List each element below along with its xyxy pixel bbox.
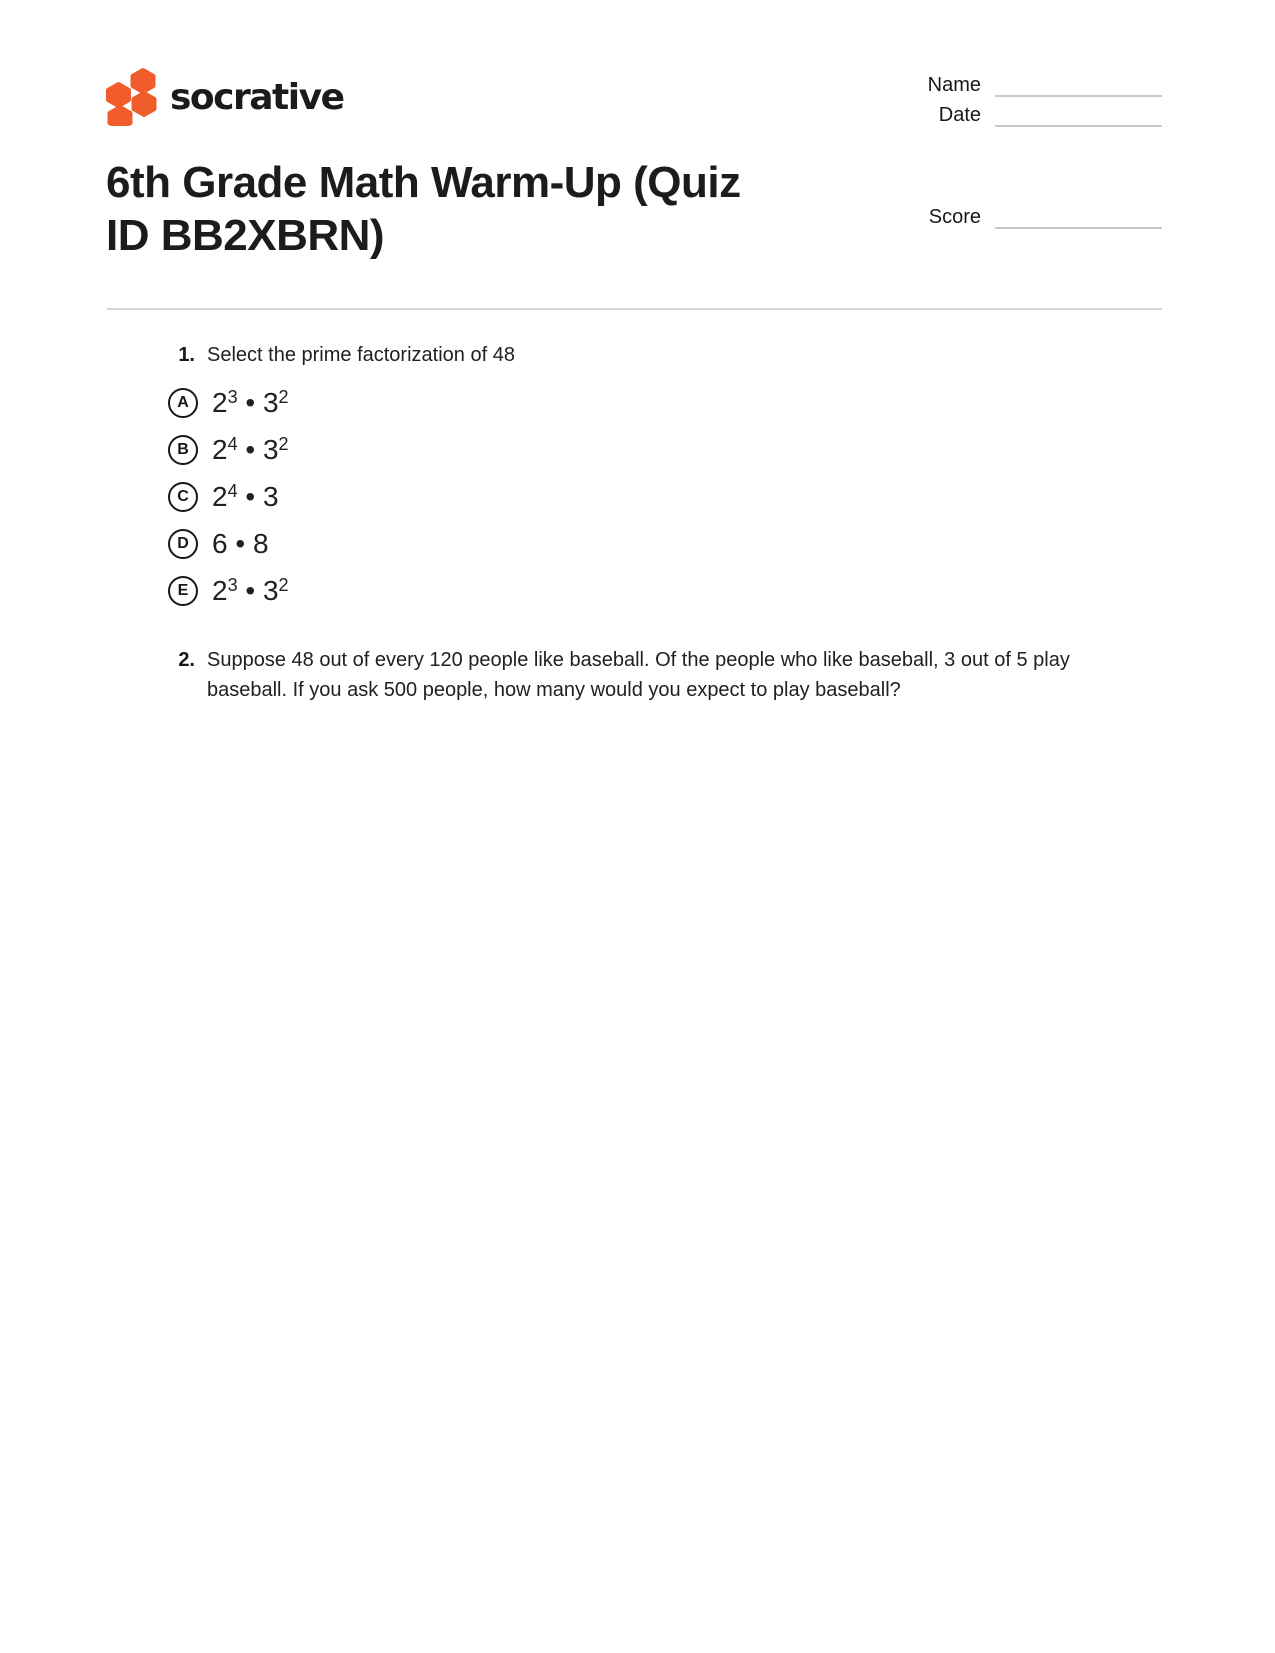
quiz-title — [106, 156, 886, 262]
questions-section — [168, 340, 1113, 705]
option-row — [168, 481, 1113, 513]
option-letter-badge: C — [168, 482, 198, 512]
option-letter-badge: A — [168, 388, 198, 418]
option-exponent: 2 — [278, 434, 289, 454]
option-base-text: 2 — [212, 387, 228, 418]
option-base-text: • — [237, 434, 263, 465]
option-letter-badge: B — [168, 435, 198, 465]
score-field — [840, 206, 1162, 236]
question-head — [168, 645, 1113, 705]
option-value — [212, 434, 289, 466]
option-letter-badge: D — [168, 529, 198, 559]
header-divider — [107, 308, 1162, 310]
brand-wordmark: socrative — [170, 76, 344, 118]
question-text: Suppose 48 out of every 120 people like baseball. Of the people who like baseball, 3 out of 5 play baseball. If you ask 500 people, how many would you expect to play baseball? — [207, 649, 1070, 701]
name-blank-line — [995, 76, 1162, 97]
date-field — [840, 104, 1162, 127]
option-exponent: 3 — [227, 575, 238, 595]
option-exponent: 4 — [227, 481, 238, 501]
name-field — [840, 74, 1162, 97]
option-value — [212, 528, 269, 560]
options-list — [168, 387, 1113, 607]
score-label: Score — [928, 206, 981, 228]
option-row — [168, 387, 1113, 419]
option-value — [212, 481, 279, 513]
socrative-hexagons-icon — [103, 66, 159, 126]
option-base-text: 3 — [262, 481, 279, 512]
option-exponent: 3 — [227, 387, 238, 407]
date-label: Date — [938, 104, 981, 126]
quiz-title-line-1: 6th Grade Math Warm-Up (Quiz — [106, 158, 741, 207]
quiz-title-line-2: ID BB2XBRN) — [106, 211, 385, 260]
option-row — [168, 434, 1113, 466]
option-base-text: 2 — [212, 481, 228, 512]
option-base-text: 6 — [212, 528, 228, 559]
option-base-text: 2 — [212, 434, 228, 465]
question-block — [168, 340, 1113, 607]
question-head — [168, 340, 1113, 370]
option-base-text: • — [237, 387, 263, 418]
option-row — [168, 528, 1113, 560]
option-base-text: • — [237, 481, 263, 512]
option-base-text: • — [237, 575, 263, 606]
score-blank-line — [995, 208, 1162, 229]
name-label: Name — [927, 74, 981, 96]
question-number: 2. — [178, 649, 195, 671]
option-letter-badge: E — [168, 576, 198, 606]
option-row — [168, 575, 1113, 607]
option-base-text: • — [227, 528, 253, 559]
option-base-text: 2 — [212, 575, 228, 606]
question-block — [168, 645, 1113, 705]
option-exponent: 4 — [227, 434, 238, 454]
option-exponent: 2 — [278, 575, 289, 595]
socrative-logo — [103, 66, 343, 126]
date-blank-line — [995, 106, 1162, 127]
option-base-text: 8 — [252, 528, 269, 559]
option-exponent: 2 — [278, 387, 289, 407]
student-fields — [840, 74, 1162, 134]
question-number: 1. — [178, 344, 195, 366]
option-base-text: 3 — [262, 387, 279, 418]
question-text: Select the prime factorization of 48 — [207, 344, 515, 366]
option-value — [212, 575, 289, 607]
option-base-text: 3 — [262, 575, 279, 606]
option-value — [212, 387, 289, 419]
option-base-text: 3 — [262, 434, 279, 465]
